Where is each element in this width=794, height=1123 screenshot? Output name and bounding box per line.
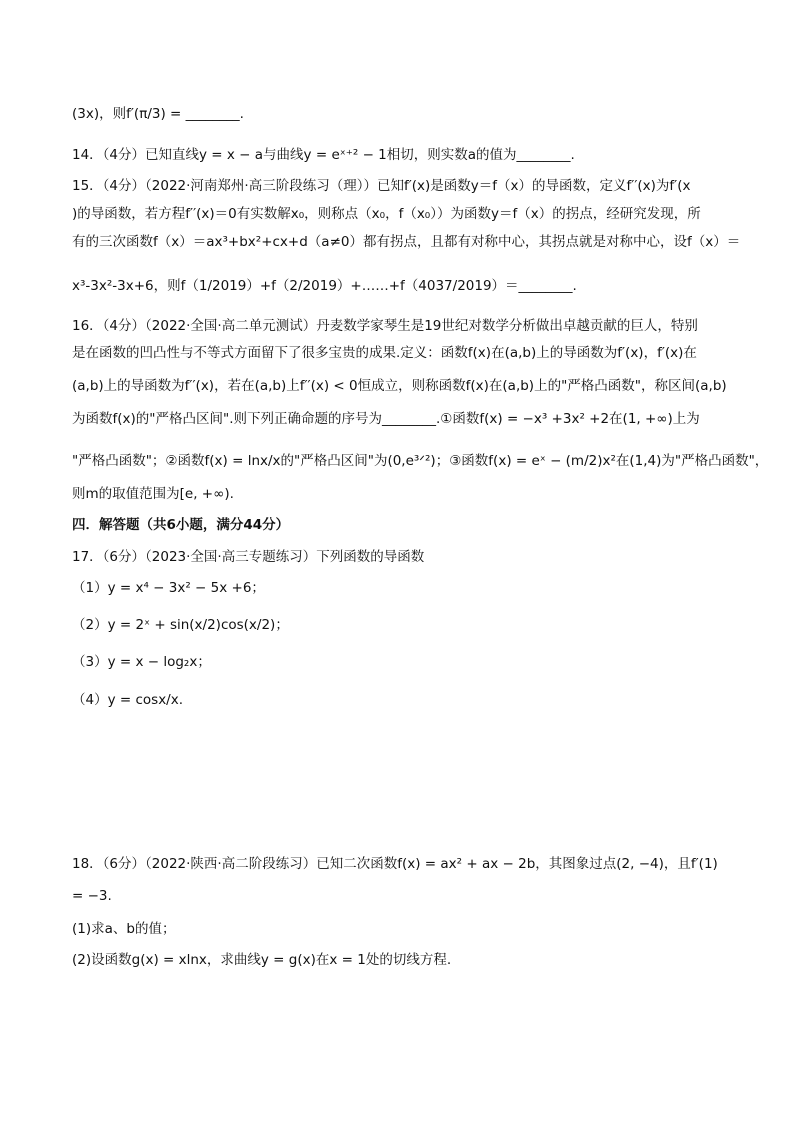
- q17-part4: （4）y = cosx/x.: [72, 692, 184, 708]
- q18-line1: 18．（6分）（2022·陕西·高二阶段练习）已知二次函数f(x) = ax² + ax − 2b，其图象过点(2, −4)，且f′(1): [72, 856, 718, 872]
- q18-line2: = −3.: [72, 888, 112, 904]
- q16-line3: (a,b)上的导函数为f′′(x)，若在(a,b)上f′′(x) < 0恒成立，则称函数f(x)在(a,b)上的"严格凸函数"，称区间(a,b): [72, 378, 727, 394]
- q15-line1: 15．（4分）（2022·河南郑州·高三阶段练习（理））已知f′(x)是函数y＝f（x）的导函数，定义f′′(x)为f′(x: [72, 178, 691, 194]
- q15-line4: x³-3x²-3x+6，则f（1/2019）+f（2/2019）+……+f（4037/2019）＝________.: [72, 278, 577, 294]
- q16-line6: 则m的取值范围为[e, +∞).: [72, 486, 234, 502]
- q15-line3: 有的三次函数f（x）＝ax³+bx²+cx+d（a≠0）都有拐点，且都有对称中心，其拐点就是对称中心，设f（x）＝: [72, 234, 741, 250]
- q16-line2: 是在函数的凹凸性与不等式方面留下了很多宝贵的成果.定义：函数f(x)在(a,b)上的导函数为f′(x)，f′(x)在: [72, 345, 697, 361]
- q17-part3: （3）y = x − log₂x；: [72, 654, 211, 670]
- q15-line2: )的导函数，若方程f′′(x)＝0有实数解x₀，则称点（x₀，f（x₀））为函数y＝f（x）的拐点，经研究发现，所: [72, 206, 701, 222]
- q17-part2: （2）y = 2ˣ + sin(x/2)cos(x/2)；: [72, 617, 289, 633]
- q16-line5: "严格凸函数"；②函数f(x) = lnx/x的"严格凸区间"为(0,e³ᐟ²)；③函数f(x) = eˣ − (m/2)x²在(1,4)为"严格凸函数"，: [72, 453, 769, 469]
- q18-part1: (1)求a、b的值；: [72, 921, 176, 937]
- q18-part2: (2)设函数g(x) = xlnx，求曲线y = g(x)在x = 1处的切线方程.: [72, 952, 452, 968]
- q14: 14．（4分）已知直线y = x − a与曲线y = eˣ⁺² − 1相切，则实数a的值为________.: [72, 147, 575, 163]
- q17-part1: （1）y = x⁴ − 3x² − 5x +6；: [72, 580, 265, 596]
- section-heading: 四．解答题（共6小题，满分44分）: [72, 517, 290, 533]
- q16-line4: 为函数f(x)的"严格凸区间".则下列正确命题的序号为________.①函数f(x) = −x³ +3x² +2在(1, +∞)上为: [72, 411, 700, 427]
- q13-tail: (3x)，则f′(π/3) = ________.: [72, 106, 244, 122]
- q17-stem: 17．（6分）（2023·全国·高三专题练习）下列函数的导函数: [72, 549, 425, 565]
- q16-line1: 16．（4分）（2022·全国·高二单元测试）丹麦数学家琴生是19世纪对数学分析做出卓越贡献的巨人，特别: [72, 318, 698, 334]
